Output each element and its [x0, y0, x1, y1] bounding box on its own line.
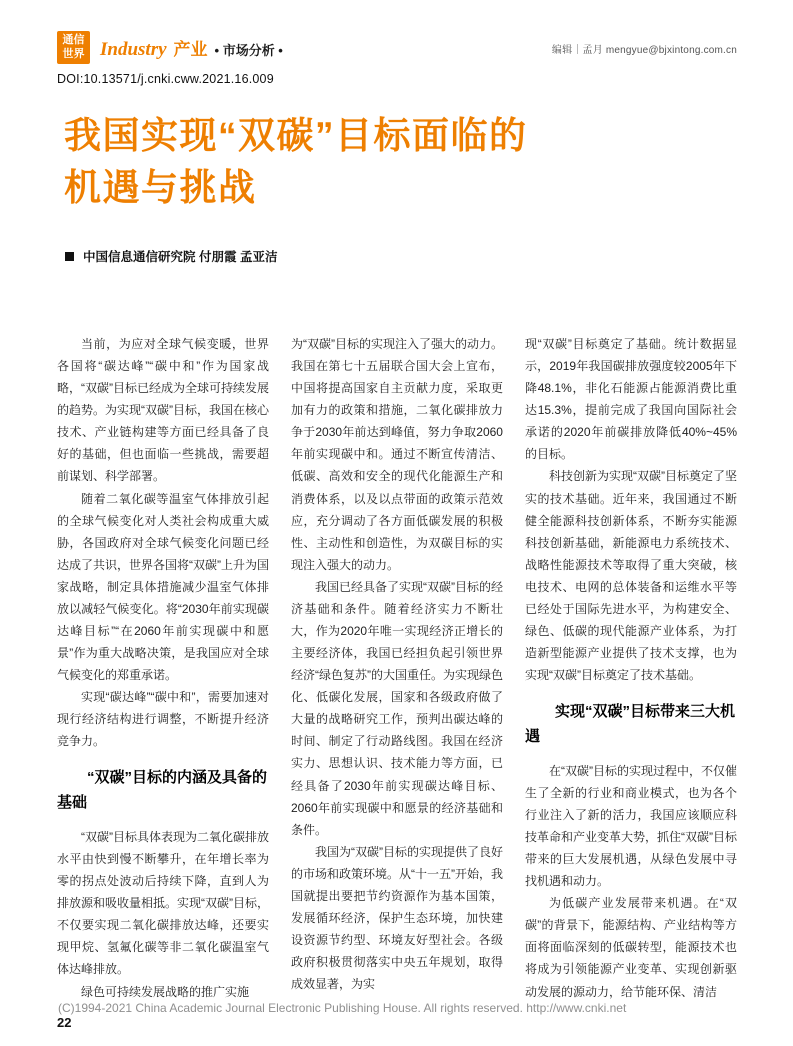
article-title: [64, 110, 528, 214]
paragraph: 绿色可持续发展战略的推广实施: [81, 984, 250, 999]
page-number: 22: [57, 1015, 72, 1030]
magazine-logo-line1: 通信: [62, 33, 85, 46]
paragraph: 随着二氧化碳等温室气体排放引起的全球气候变化对人类社会构成重大威胁，各国政府对全球气候变化问题已经达成了共识，世界各国将“双碳”上升为国家战略，制定具体措施减少温室气体排放以减轻气候变化。将“2030年前实现碳达峰目标”“在2060年前实现碳中和愿景”作为重大战略决策，是我国应对全球气候变化的郑重承诺。: [57, 491, 269, 683]
paragraph: 在“双碳”目标的实现过程中，不仅催生了全新的行业和商业模式，也为各个行业注入了新的活力，我国应该顺应科技革命和产业变革大势，抓住“双碳”目标带来的巨大发展机遇，从绿色发展中寻找机遇和动力。: [525, 763, 737, 889]
paragraph: 为低碳产业发展带来机遇。在“双碳”的背景下，能源结构、产业结构等方面将面临深刻的低碳转型，能源技术也将成为引领能源产业变革、实现创新驱动发展的源动力，给节能环保、清洁: [525, 896, 737, 999]
article-title-line2: 机遇与挑战: [64, 166, 257, 208]
paragraph: 当前，为应对全球气候变暖，世界各国将“碳达峰”“碳中和”作为国家战略，“双碳”目标已经成为全球可持续发展的趋势。为实现“双碳”目标，我国在核心技术、产业链构建等方面已经具备了良好的基础，但也面临一些挑战，需要超前谋划、科学部署。: [57, 337, 269, 484]
article-body: [57, 333, 737, 1009]
paragraph: 现“双碳”目标奠定了基础。统计数据显示，2019年我国碳排放强度较2005年下降48.1%，非化石能源占能源消费比重达15.3%，提前完成了我国向国际社会承诺的2020年前碳排放降低40%~45%的目标。: [525, 337, 737, 462]
section-breadcrumb: [100, 35, 283, 61]
section-name-cn: 产业: [173, 39, 208, 59]
article-title-line1: 我国实现“双碳”目标面临的: [64, 115, 528, 156]
section-heading: 实现“双碳”目标带来三大机遇: [525, 703, 736, 745]
section-name-en: Industry: [100, 38, 167, 60]
paragraph: 为“双碳”目标的实现注入了强大的动力。我国在第七十五届联合国大会上宣布，中国将提高国家自主贡献力度，采取更加有力的政策和措施，二氧化碳排放力争于2030年前达到峰值，努力争取2060年前实现碳中和。通过不断宣传清洁、低碳、高效和安全的现代化能源生产和消费体系，以及以点带面的政策示范效应，充分调动了各方面低碳发展的积极性、主动性和创造性，为双碳目标的实现注入强大的动力。: [291, 337, 503, 572]
paragraph: 我国已经具备了实现“双碳”目标的经济基础和条件。随着经济实力不断壮大，作为2020年唯一实现经济正增长的主要经济体，我国已经担负起引领世界经济“绿色复苏”的大国重任。为实现绿色化、低碳化发展，国家和各级政府做了大量的战略研究工作，预判出碳达峰的时间、制定了行动路线图。我国在经济实力、思想认识、技术能力等方面，已经具备了2030年前实现碳达峰目标、2060年前实现碳中和愿景的经济基础和条件。: [291, 579, 503, 837]
paragraph: “双碳”目标具体表现为二氧化碳排放水平由快到慢不断攀升，在年增长率为零的拐点处波动后持续下降，直到人为排放源和吸收量相抵。实现“双碳”目标，不仅要实现二氧化碳排放达峰，还要实现甲烷、氢氟化碳等非二氧化碳温室气体达峰排放。: [57, 829, 269, 977]
section-subcategory: • 市场分析 •: [214, 42, 283, 58]
byline-square-icon: [65, 252, 74, 261]
section-heading: “双碳”目标的内涵及具备的基础: [57, 769, 268, 812]
text-column-3: [525, 333, 737, 1009]
editor-credit: 编辑｜孟月 mengyue@bjxintong.com.cn: [551, 45, 737, 56]
magazine-logo-line2: 世界: [62, 47, 85, 60]
doi-label: DOI:10.13571/j.cnki.cww.2021.16.009: [57, 72, 274, 86]
page-header: [57, 31, 737, 64]
text-column-1: [57, 333, 269, 1009]
copyright-watermark: (C)1994-2021 China Academic Journal Electronic Publishing House. All rights reserved. http://www.cnki.net: [58, 1001, 627, 1015]
paragraph: 实现“碳达峰”“碳中和”，需要加速对现行经济结构进行调整，不断提升经济竞争力。: [57, 690, 269, 749]
byline-text: 中国信息通信研究院 付朋霞 孟亚洁: [83, 250, 278, 264]
paragraph: 科技创新为实现“双碳”目标奠定了坚实的技术基础。近年来，我国通过不断健全能源科技创新体系，不断夯实能源科技创新基础，新能源电力系统技术、战略性能源技术等取得了重大突破，核电技术、电网的总体装备和运维水平等已经处于国际先进水平，为构建安全、绿色、低碳的现代能源产业体系，为打造新型能源产业提供了技术支撑，也为实现“双碳”目标奠定了技术基础。: [525, 469, 737, 683]
magazine-logo: [57, 31, 90, 64]
byline: [65, 247, 277, 265]
paragraph: 我国为“双碳”目标的实现提供了良好的市场和政策环境。从“十一五”开始，我国就提出要把节约资源作为基本国策，发展循环经济，保护生态环境，加快建设资源节约型、环境友好型社会。各级政府积极贯彻落实中央五年规划，取得成效显著，为实: [291, 844, 503, 992]
text-column-2: [291, 333, 503, 1009]
